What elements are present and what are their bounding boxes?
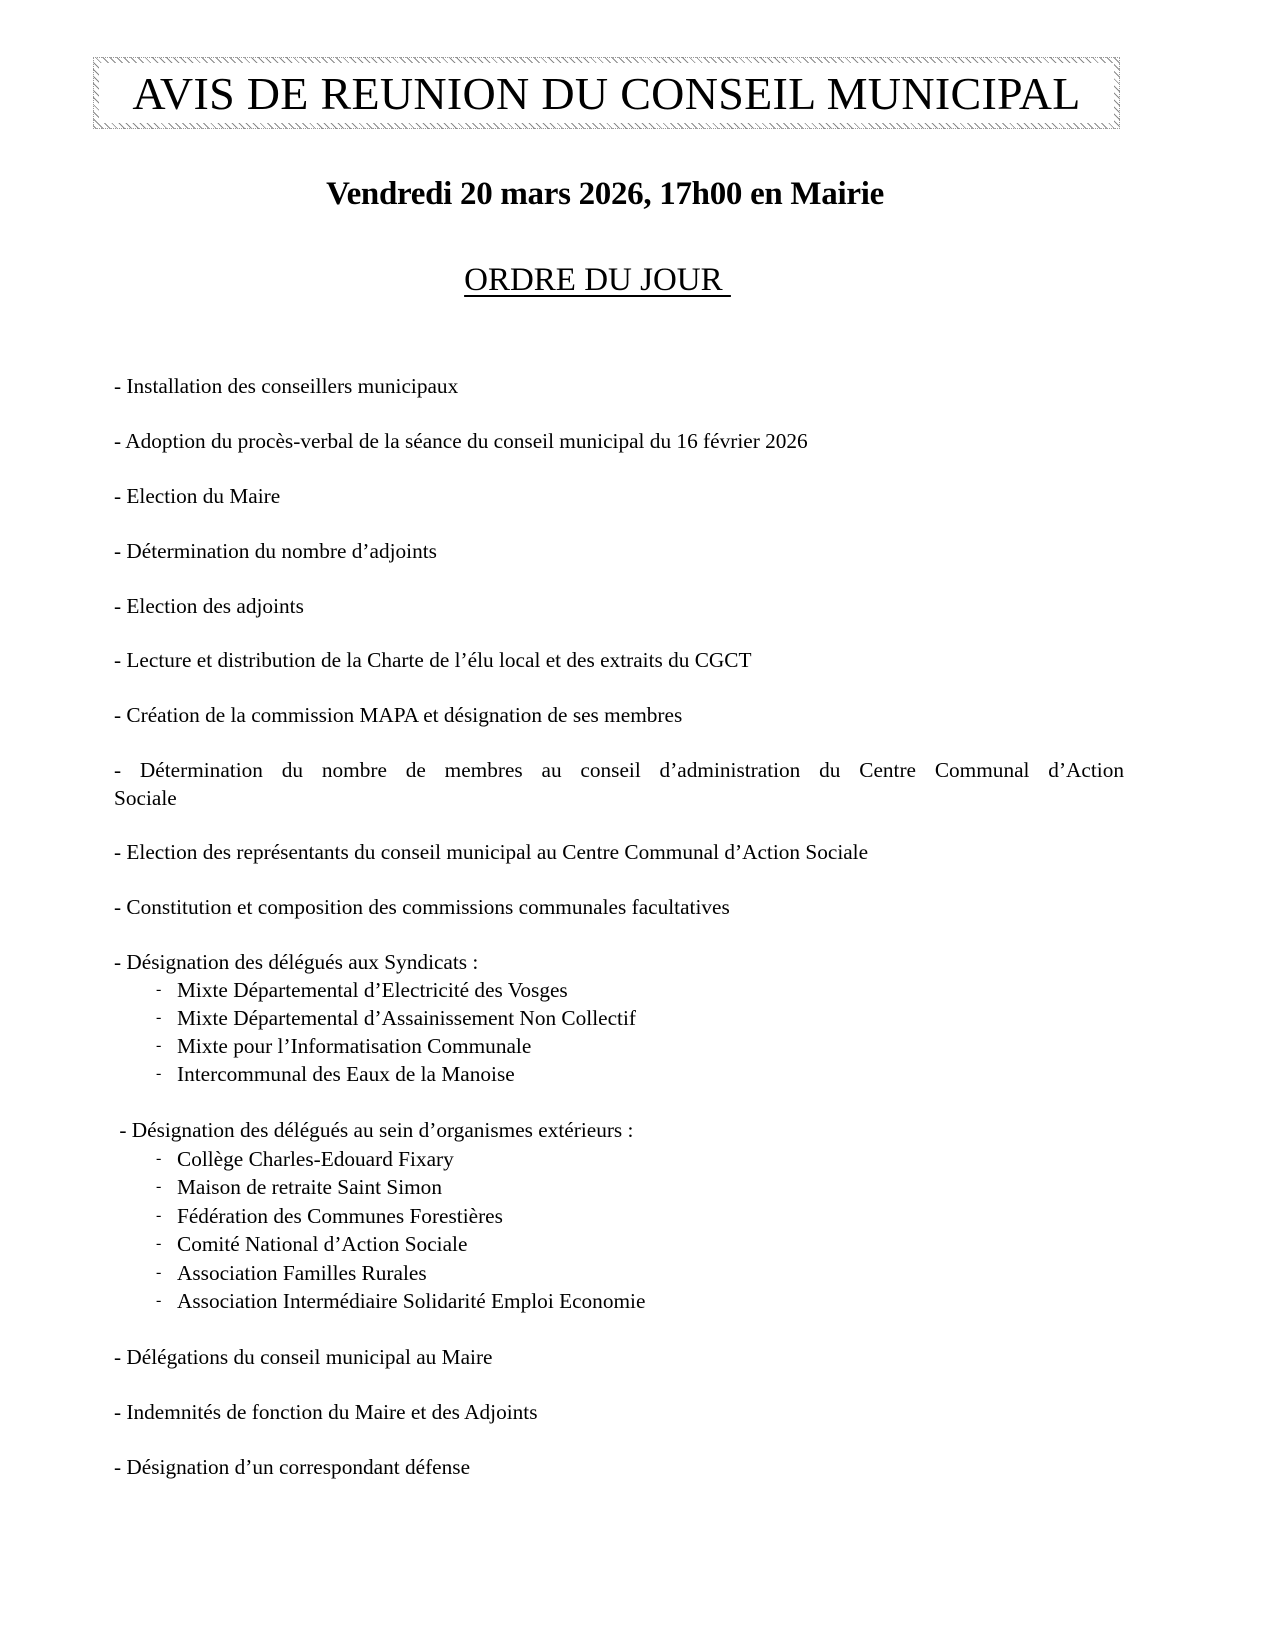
dash-bullet-icon: -	[156, 1150, 162, 1167]
title-box	[93, 57, 1120, 129]
sub-item: - Mixte Départemental d’Assainissement Non Collectif	[156, 1006, 636, 1030]
agenda-item: - Adoption du procès-verbal de la séance du conseil municipal du 16 février 2026	[114, 429, 808, 453]
sub-item: - Association Intermédiaire Solidarité Emploi Economie	[156, 1289, 646, 1313]
agenda-item-organismes: - Désignation des délégués au sein d’organismes extérieurs :	[114, 1118, 634, 1142]
agenda-item: - Création de la commission MAPA et désignation de ses membres	[114, 703, 683, 727]
agenda-item: - Constitution et composition des commissions communales facultatives	[114, 895, 730, 919]
sub-item: - Mixte pour l’Informatisation Communale	[156, 1034, 532, 1058]
agenda-item: - Election du Maire	[114, 484, 281, 508]
agenda-item: - Installation des conseillers municipaux	[114, 374, 459, 398]
dash-bullet-icon: -	[156, 1292, 162, 1309]
dash-bullet-icon: -	[156, 1009, 162, 1026]
sub-item: - Mixte Départemental d’Electricité des Vosges	[156, 978, 568, 1002]
agenda-item: - Délégations du conseil municipal au Maire	[114, 1345, 493, 1369]
dash-bullet-icon: -	[156, 981, 162, 998]
agenda-item-syndicats: - Désignation des délégués aux Syndicats :	[114, 950, 479, 974]
document-title: AVIS DE REUNION DU CONSEIL MUNICIPAL	[132, 68, 1081, 119]
agenda-item: - Détermination du nombre d’adjoints	[114, 539, 437, 563]
dash-bullet-icon: -	[156, 1065, 162, 1082]
agenda-item: - Election des adjoints	[114, 594, 304, 618]
agenda-item: - Election des représentants du conseil municipal au Centre Communal d’Action Sociale	[114, 840, 869, 864]
agenda-item: - Indemnités de fonction du Maire et des Adjoints	[114, 1400, 538, 1424]
dash-bullet-icon: -	[156, 1178, 162, 1195]
dash-bullet-icon: -	[156, 1264, 162, 1281]
sub-item: - Intercommunal des Eaux de la Manoise	[156, 1062, 515, 1086]
dash-bullet-icon: -	[156, 1037, 162, 1054]
meeting-date: Vendredi 20 mars 2026, 17h00 en Mairie	[326, 176, 884, 212]
sub-item: - Maison de retraite Saint Simon	[156, 1175, 442, 1199]
agenda-item: - Lecture et distribution de la Charte de l’élu local et des extraits du CGCT	[114, 648, 752, 672]
sub-item: - Fédération des Communes Forestières	[156, 1204, 503, 1228]
sub-item: - Collège Charles-Edouard Fixary	[156, 1147, 454, 1171]
sub-item: - Comité National d’Action Sociale	[156, 1232, 468, 1256]
agenda-item-line: - Détermination du nombre de membres au conseil d’administration du Centre Communal d’Action	[114, 758, 1124, 782]
dash-bullet-icon: -	[156, 1235, 162, 1252]
agenda-item: - Désignation d’un correspondant défense	[114, 1455, 471, 1479]
dash-bullet-icon: -	[156, 1207, 162, 1224]
agenda-item	[114, 756, 1124, 812]
agenda-heading: ORDRE DU JOUR	[464, 262, 731, 298]
sub-item: - Association Familles Rurales	[156, 1261, 427, 1285]
agenda-item-line: Sociale	[114, 786, 177, 810]
